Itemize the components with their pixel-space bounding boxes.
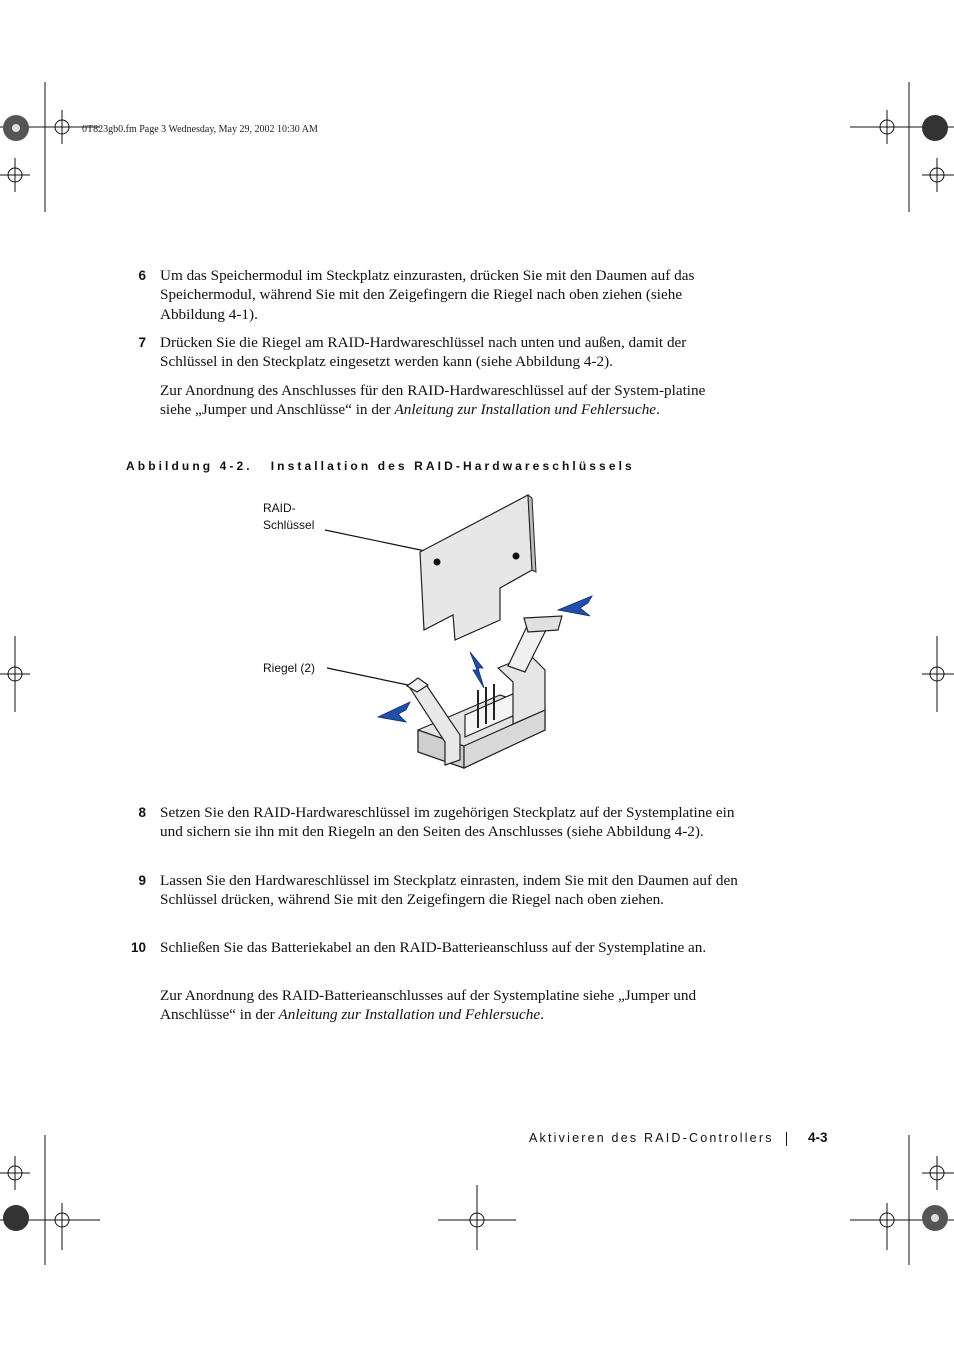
leader-line-key [325, 530, 430, 552]
page-number: 4-3 [808, 1130, 828, 1145]
note-end: . [540, 1006, 544, 1024]
note-end: . [656, 401, 660, 419]
step-text: Um das Speichermodul im Steckplatz einzurasten, drücken Sie mit den Daumen auf das Speichermodul, während Sie mit den Zeigefingern die Riegel nach oben ziehen (siehe Abbildung 4-1). [160, 267, 695, 323]
figure-title: Installation des RAID-Hardwareschlüssels [270, 459, 635, 473]
step-7 [118, 333, 738, 372]
step-text: Drücken Sie die Riegel am RAID-Hardwareschlüssel nach unten und außen, damit der Schlüssel in den Steckplatz eingesetzt werden kann (siehe Abbildung 4-2). [160, 334, 687, 371]
raid-key-card [420, 495, 536, 640]
arrow-down-icon [470, 652, 484, 688]
connector-housing [407, 616, 562, 768]
figure-caption [126, 459, 635, 473]
note-paragraph [160, 381, 740, 420]
figure-number: Abbildung 4-2. [126, 459, 253, 473]
step-number: 9 [138, 873, 146, 888]
step-text: Lassen Sie den Hardwareschlüssel im Steckplatz einrasten, indem Sie mit den Daumen auf den Schlüssel drücken, während Sie mit den Zeigefingern die Riegel nach oben ziehen. [160, 872, 738, 909]
step-6 [118, 266, 738, 324]
footer-chapter-title: Aktivieren des RAID-Controllers [529, 1131, 774, 1145]
note-paragraph [160, 986, 740, 1025]
arrow-right-icon [558, 596, 592, 616]
step-text: Schließen Sie das Batteriekabel an den RAID-Batterieanschluss auf der Systemplatine an. [160, 939, 707, 956]
leader-line-latch [327, 668, 408, 685]
step-number: 10 [130, 940, 146, 955]
note-text: Zur Anordnung des Anschlusses für den RAID-Hardwareschlüssel auf der System-platine siehe „Jumper und Anschlüsse“ in der [160, 382, 706, 419]
raid-key-illustration [300, 490, 620, 790]
step-number: 6 [138, 268, 146, 283]
step-8 [118, 803, 738, 842]
label-raid-key-line2: Schlüssel [263, 518, 315, 532]
label-latches: Riegel (2) [263, 661, 316, 675]
manual-title: Anleitung zur Installation und Fehlersuche [394, 401, 657, 419]
step-10 [118, 938, 738, 957]
note-text: Zur Anordnung des RAID-Batterieanschlusses auf der Systemplatine siehe „Jumper und Anschlüsse“ in der [160, 987, 697, 1024]
label-raid-key-line1: RAID- [263, 501, 296, 515]
step-9 [118, 871, 738, 910]
step-number: 8 [138, 805, 146, 820]
step-number: 7 [138, 335, 146, 350]
file-header-line: 0T823gb0.fm Page 3 Wednesday, May 29, 2002 10:30 AM [82, 124, 318, 135]
step-text: Setzen Sie den RAID-Hardwareschlüssel im zugehörigen Steckplatz auf der Systemplatine ein und sichern sie ihn mit den Riegeln an den Seiten des Anschlusses (siehe Abbildung 4-2). [160, 804, 735, 841]
arrow-left-icon [378, 702, 410, 722]
footer-divider [786, 1132, 787, 1146]
manual-title: Anleitung zur Installation und Fehlersuche [278, 1006, 541, 1024]
